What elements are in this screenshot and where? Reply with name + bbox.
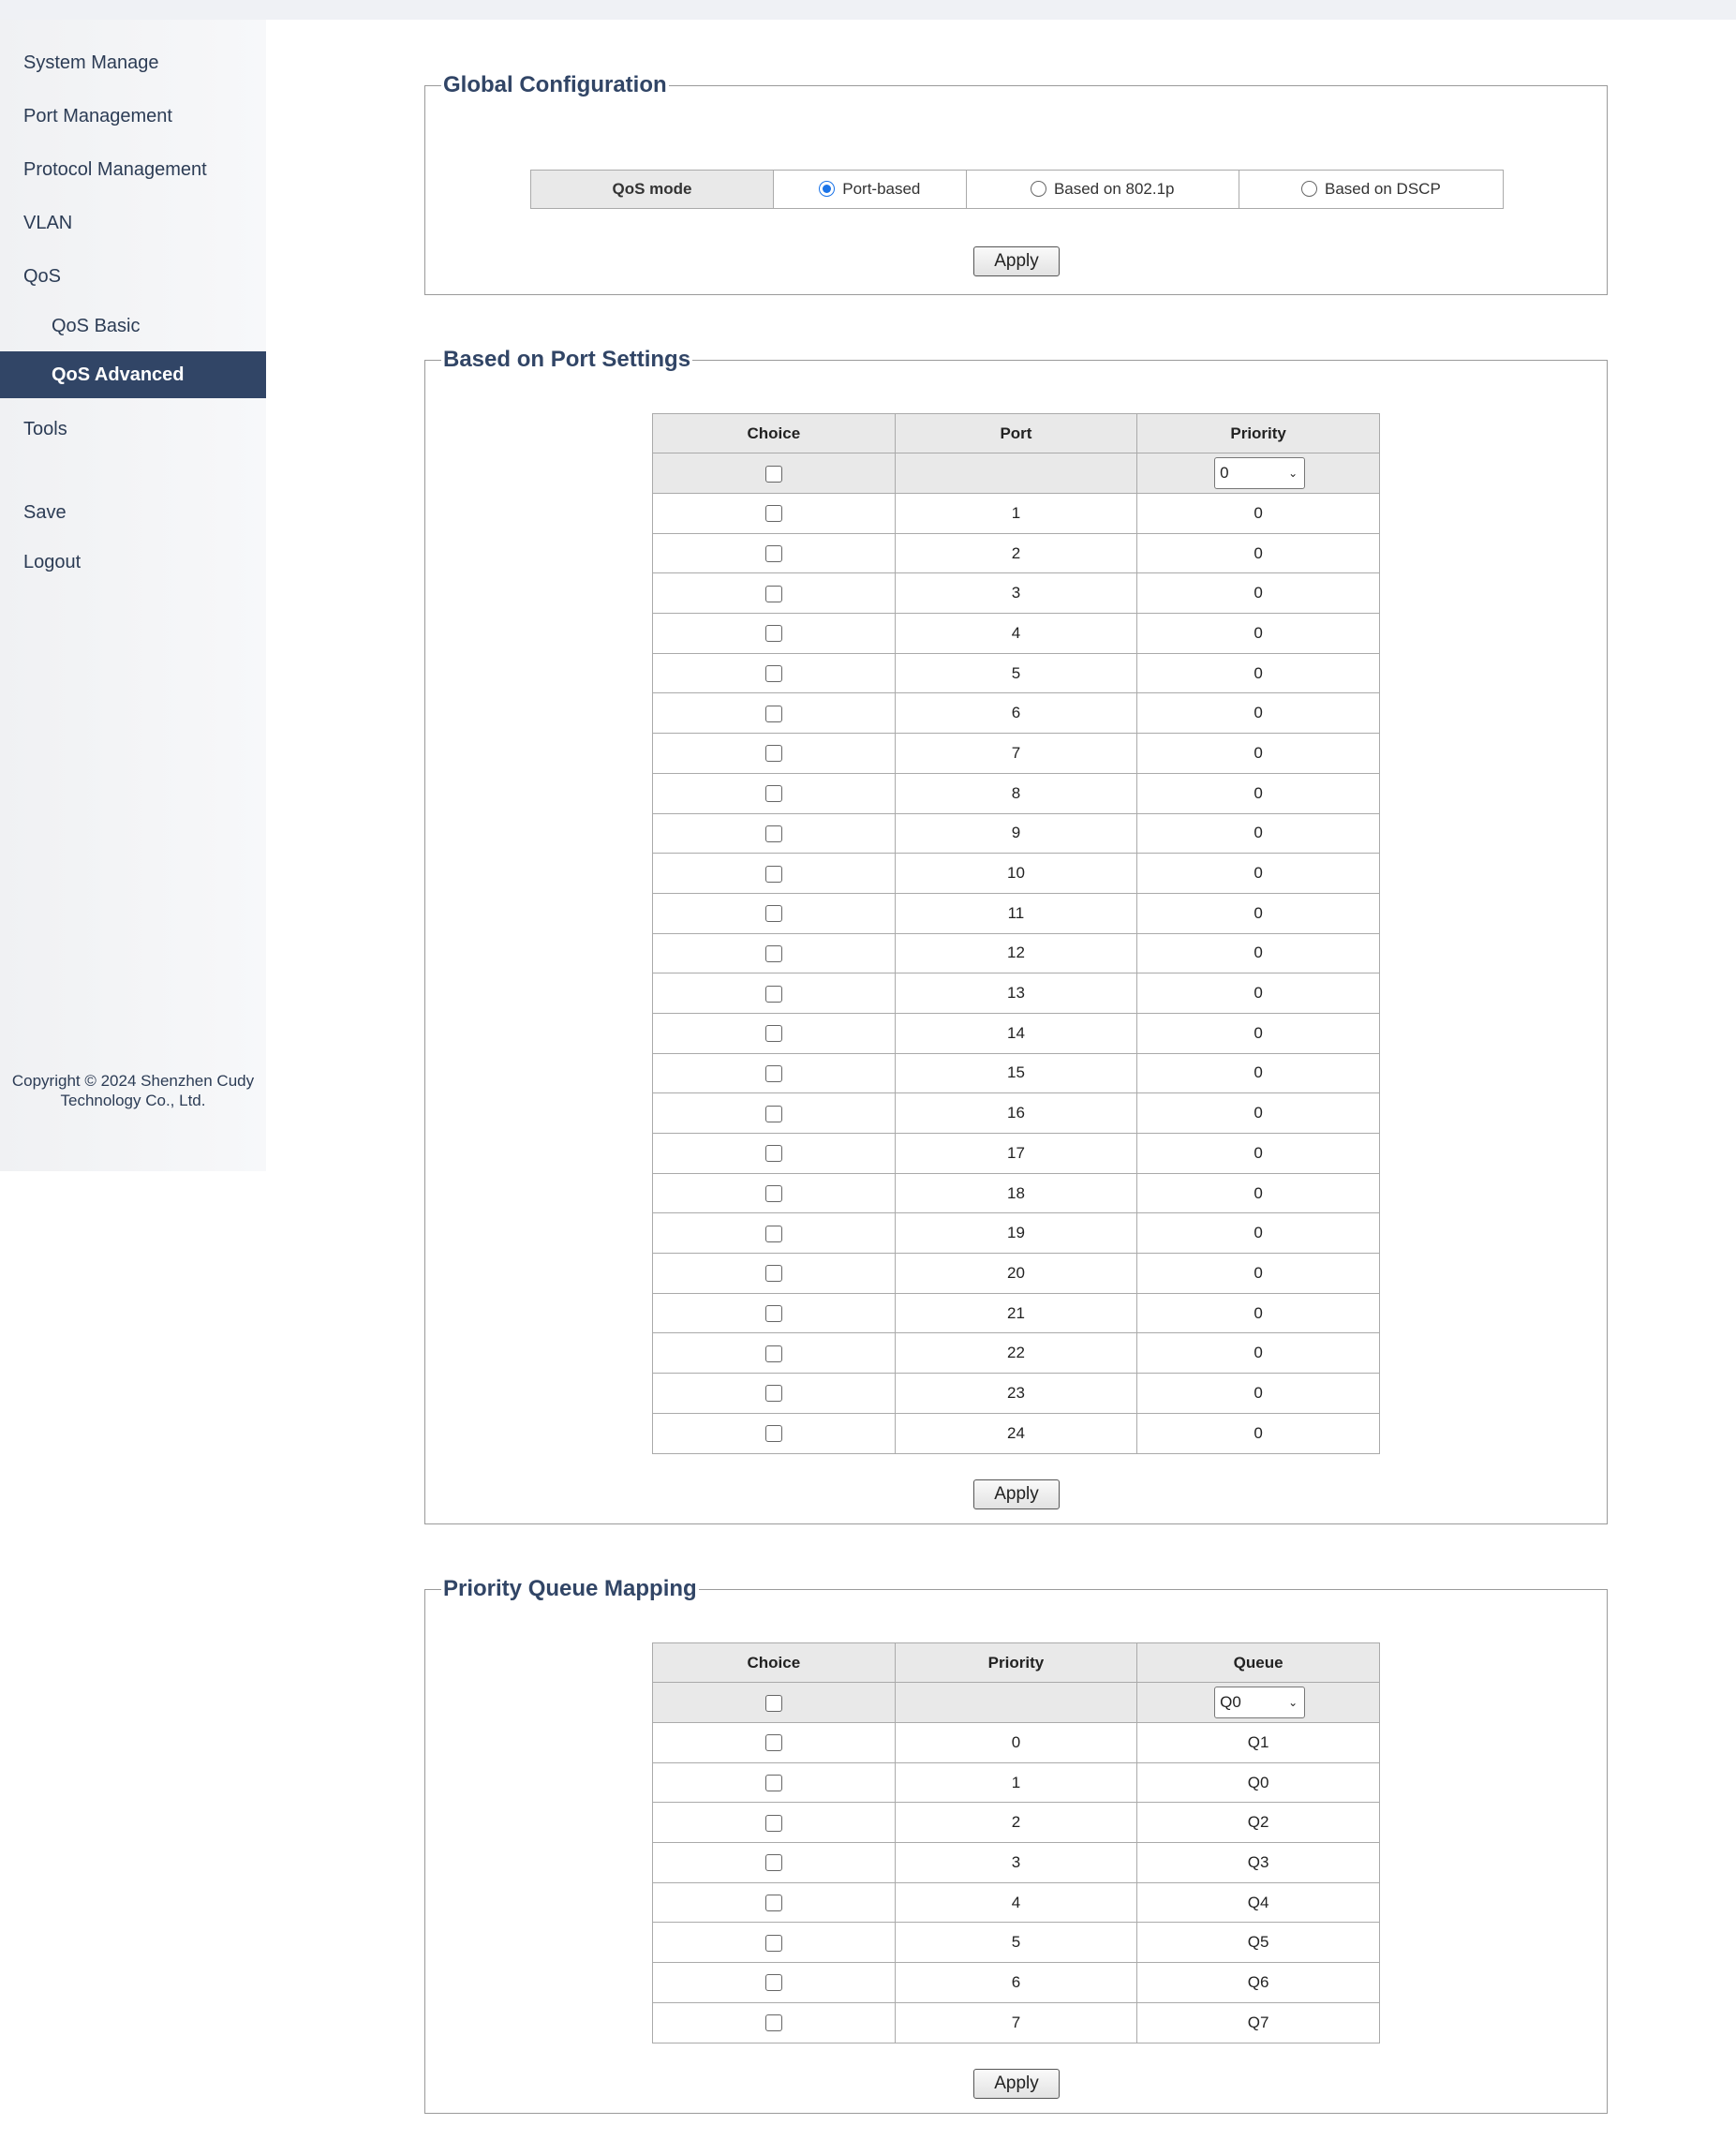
queue-queue-cell: Q4	[1137, 1882, 1380, 1923]
global-configuration-panel	[424, 72, 1608, 295]
table-row	[653, 1093, 1380, 1134]
table-row	[653, 494, 1380, 534]
port-port-cell: 12	[895, 933, 1137, 973]
qos-mode-label: QoS mode	[531, 171, 774, 209]
table-row	[653, 1803, 1380, 1843]
port-priority-cell: 0	[1137, 1413, 1380, 1453]
row-checkbox[interactable]	[765, 1775, 782, 1791]
table-row	[653, 1374, 1380, 1414]
queue-queue-cell: Q5	[1137, 1923, 1380, 1963]
table-row	[653, 1762, 1380, 1803]
column-header: Choice	[653, 414, 896, 453]
port-priority-cell: 0	[1137, 1213, 1380, 1254]
port-settings-table	[652, 413, 1380, 1454]
port-priority-cell: 0	[1137, 573, 1380, 614]
port-port-cell: 7	[895, 734, 1137, 774]
radio-selected-icon[interactable]	[819, 181, 835, 197]
row-checkbox[interactable]	[765, 866, 782, 883]
port-port-cell: 1	[895, 494, 1137, 534]
row-checkbox[interactable]	[765, 545, 782, 562]
column-header: Queue	[1137, 1643, 1380, 1683]
table-row	[653, 1173, 1380, 1213]
sidebar-item-port-management[interactable]: Port Management	[23, 106, 172, 126]
row-checkbox[interactable]	[765, 745, 782, 762]
table-row	[653, 1254, 1380, 1294]
table-row	[653, 973, 1380, 1014]
column-header: Choice	[653, 1643, 896, 1683]
row-checkbox[interactable]	[765, 1895, 782, 1911]
port-priority-cell: 0	[1137, 1013, 1380, 1053]
port-priority-cell: 0	[1137, 813, 1380, 854]
row-checkbox[interactable]	[765, 586, 782, 602]
port-port-cell: 11	[895, 893, 1137, 933]
row-checkbox[interactable]	[765, 1425, 782, 1442]
port-priority-cell: 0	[1137, 494, 1380, 534]
queue-priority-cell: 6	[895, 1963, 1137, 2003]
select-value: Q0	[1220, 1693, 1241, 1711]
row-checkbox[interactable]	[765, 1935, 782, 1952]
port-priority-cell: 0	[1137, 533, 1380, 573]
global-apply-button[interactable]: Apply	[973, 246, 1060, 276]
row-checkbox[interactable]	[765, 1815, 782, 1832]
queue-queue-cell: Q3	[1137, 1843, 1380, 1883]
row-checkbox[interactable]	[765, 505, 782, 522]
row-checkbox[interactable]	[765, 945, 782, 962]
table-row	[653, 1013, 1380, 1053]
radio-label: Port-based	[842, 180, 921, 198]
port-port-cell: 8	[895, 773, 1137, 813]
queue-priority-cell: 5	[895, 1923, 1137, 1963]
port-priority-cell: 0	[1137, 854, 1380, 894]
table-row	[653, 614, 1380, 654]
qos-mode-table	[530, 170, 1504, 209]
port-port-cell: 14	[895, 1013, 1137, 1053]
row-checkbox[interactable]	[765, 1305, 782, 1322]
port-priority-cell: 0	[1137, 973, 1380, 1014]
column-header: Priority	[1137, 414, 1380, 453]
row-checkbox[interactable]	[765, 1145, 782, 1162]
radio-label: Based on DSCP	[1325, 180, 1441, 198]
table-row	[653, 1923, 1380, 1963]
port-priority-cell: 0	[1137, 1173, 1380, 1213]
port-port-cell: 9	[895, 813, 1137, 854]
table-row	[653, 734, 1380, 774]
table-row	[653, 1723, 1380, 1763]
row-checkbox[interactable]	[765, 625, 782, 642]
row-checkbox[interactable]	[765, 1185, 782, 1202]
radio-unselected-icon[interactable]	[1301, 181, 1317, 197]
sidebar-item-qos-advanced[interactable]: QoS Advanced	[0, 351, 266, 398]
priority-queue-title: Priority Queue Mapping	[443, 1576, 697, 1601]
port-apply-button[interactable]: Apply	[973, 1479, 1060, 1509]
port-port-cell: 6	[895, 693, 1137, 734]
radio-unselected-icon[interactable]	[1031, 181, 1046, 197]
empty-cell	[895, 1683, 1137, 1723]
queue-priority-cell: 1	[895, 1762, 1137, 1803]
port-port-cell: 23	[895, 1374, 1137, 1414]
row-checkbox[interactable]	[765, 1025, 782, 1042]
queue-queue-cell: Q7	[1137, 2002, 1380, 2043]
port-port-cell: 21	[895, 1293, 1137, 1333]
sidebar-item-tools[interactable]: Tools	[23, 419, 67, 439]
port-port-cell: 3	[895, 573, 1137, 614]
port-port-cell: 20	[895, 1254, 1137, 1294]
port-priority-cell: 0	[1137, 614, 1380, 654]
sidebar-item-qos[interactable]: QoS	[23, 266, 62, 287]
row-checkbox[interactable]	[765, 785, 782, 802]
queue-priority-cell: 0	[895, 1723, 1137, 1763]
port-port-cell: 16	[895, 1093, 1137, 1134]
sidebar-item-protocol-management[interactable]: Protocol Management	[23, 159, 207, 180]
port-port-cell: 18	[895, 1173, 1137, 1213]
table-row	[653, 653, 1380, 693]
sidebar-item-qos-basic[interactable]: QoS Basic	[52, 316, 141, 336]
row-checkbox[interactable]	[765, 2014, 782, 2031]
row-checkbox[interactable]	[765, 1345, 782, 1362]
radio-label: Based on 802.1p	[1053, 180, 1175, 198]
port-port-cell: 4	[895, 614, 1137, 654]
row-checkbox[interactable]	[765, 1385, 782, 1402]
port-port-cell: 10	[895, 854, 1137, 894]
row-checkbox[interactable]	[765, 905, 782, 922]
radio-dscp[interactable]	[1239, 171, 1503, 209]
sidebar-item-vlan[interactable]: VLAN	[23, 213, 73, 233]
port-priority-cell: 0	[1137, 734, 1380, 774]
sidebar-item-system-manage[interactable]: System Manage	[23, 52, 159, 73]
chevron-down-icon: ⌄	[1288, 467, 1298, 480]
port-priority-cell: 0	[1137, 1374, 1380, 1414]
table-row	[653, 854, 1380, 894]
port-priority-cell: 0	[1137, 773, 1380, 813]
row-checkbox[interactable]	[765, 1265, 782, 1282]
port-priority-cell: 0	[1137, 693, 1380, 734]
port-port-cell: 13	[895, 973, 1137, 1014]
table-row	[653, 2002, 1380, 2043]
port-priority-cell: 0	[1137, 1333, 1380, 1374]
row-checkbox[interactable]	[765, 1065, 782, 1082]
table-row	[653, 573, 1380, 614]
top-bar	[0, 0, 1736, 20]
select-all-checkbox[interactable]	[765, 1695, 782, 1712]
port-priority-cell: 0	[1137, 1293, 1380, 1333]
table-row	[653, 1053, 1380, 1093]
row-checkbox[interactable]	[765, 1106, 782, 1122]
global-configuration-title: Global Configuration	[443, 72, 667, 97]
table-row	[653, 533, 1380, 573]
column-header: Port	[895, 414, 1137, 453]
row-checkbox[interactable]	[765, 825, 782, 842]
port-priority-cell: 0	[1137, 1254, 1380, 1294]
radio-port-based[interactable]	[774, 171, 967, 209]
column-header: Priority	[895, 1643, 1137, 1683]
queue-queue-cell: Q6	[1137, 1963, 1380, 2003]
port-priority-cell: 0	[1137, 893, 1380, 933]
table-row	[653, 1843, 1380, 1883]
port-settings-title: Based on Port Settings	[443, 347, 691, 372]
table-row	[653, 1134, 1380, 1174]
priority-queue-table	[652, 1642, 1380, 2043]
table-row	[653, 1293, 1380, 1333]
port-port-cell: 24	[895, 1413, 1137, 1453]
port-settings-panel	[424, 347, 1608, 1524]
empty-cell	[895, 453, 1137, 494]
row-checkbox[interactable]	[765, 1734, 782, 1751]
row-checkbox[interactable]	[765, 706, 782, 722]
port-priority-cell: 0	[1137, 1053, 1380, 1093]
queue-queue-cell: Q0	[1137, 1762, 1380, 1803]
queue-priority-cell: 7	[895, 2002, 1137, 2043]
chevron-down-icon: ⌄	[1288, 1696, 1298, 1709]
port-port-cell: 5	[895, 653, 1137, 693]
table-row	[653, 693, 1380, 734]
row-checkbox[interactable]	[765, 1854, 782, 1871]
queue-priority-cell: 3	[895, 1843, 1137, 1883]
queue-select[interactable]	[1214, 1687, 1305, 1718]
table-row	[653, 893, 1380, 933]
sidebar-item-logout[interactable]: Logout	[23, 552, 82, 572]
table-row	[653, 813, 1380, 854]
port-priority-cell: 0	[1137, 1093, 1380, 1134]
select-all-checkbox[interactable]	[765, 466, 782, 483]
radio-802-1p[interactable]	[966, 171, 1239, 209]
port-port-cell: 15	[895, 1053, 1137, 1093]
priority-select[interactable]	[1214, 457, 1305, 489]
port-port-cell: 19	[895, 1213, 1137, 1254]
sidebar	[0, 20, 266, 1171]
table-row	[653, 1213, 1380, 1254]
port-priority-cell: 0	[1137, 1134, 1380, 1174]
queue-priority-cell: 4	[895, 1882, 1137, 1923]
table-row	[653, 1333, 1380, 1374]
table-row	[653, 1963, 1380, 2003]
table-row	[653, 773, 1380, 813]
port-port-cell: 22	[895, 1333, 1137, 1374]
row-checkbox[interactable]	[765, 665, 782, 682]
port-priority-cell: 0	[1137, 653, 1380, 693]
sidebar-item-save[interactable]: Save	[23, 502, 67, 523]
queue-queue-cell: Q1	[1137, 1723, 1380, 1763]
table-row	[653, 1413, 1380, 1453]
copyright-text: Copyright © 2024 Shenzhen Cudy Technology Co., Ltd.	[11, 1072, 255, 1109]
queue-priority-cell: 2	[895, 1803, 1137, 1843]
table-row	[653, 933, 1380, 973]
queue-apply-button[interactable]: Apply	[973, 2069, 1060, 2099]
row-checkbox[interactable]	[765, 1226, 782, 1242]
queue-queue-cell: Q2	[1137, 1803, 1380, 1843]
select-value: 0	[1220, 464, 1229, 482]
priority-queue-panel	[424, 1576, 1608, 2114]
port-port-cell: 2	[895, 533, 1137, 573]
port-port-cell: 17	[895, 1134, 1137, 1174]
row-checkbox[interactable]	[765, 1974, 782, 1991]
row-checkbox[interactable]	[765, 986, 782, 1003]
table-row	[653, 1882, 1380, 1923]
port-priority-cell: 0	[1137, 933, 1380, 973]
